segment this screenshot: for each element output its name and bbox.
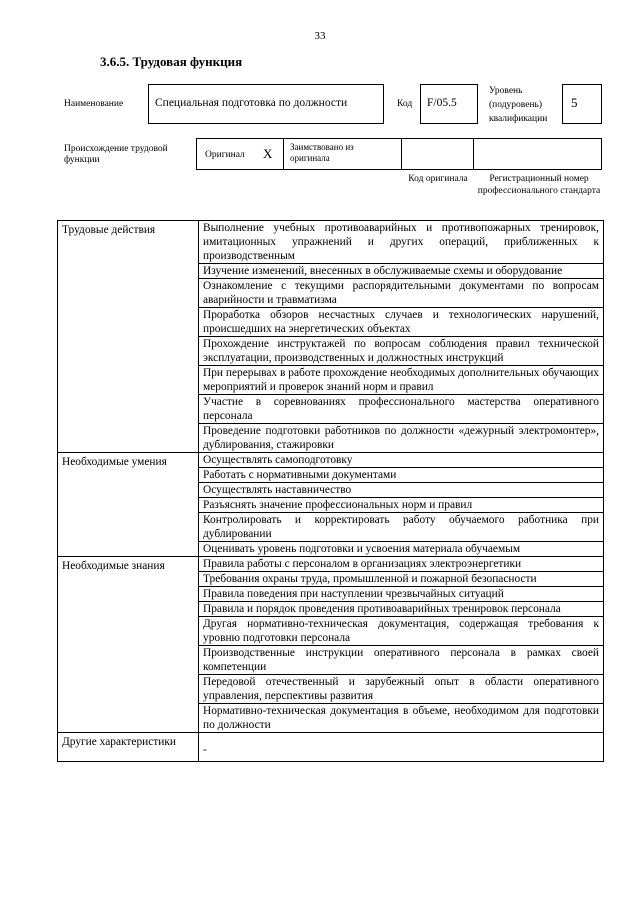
original-box bbox=[196, 138, 284, 170]
list-item: Выполнение учебных противоаварийных и противопожарных тренировок, имитационных упражнений и других операций, приближенных к производственным bbox=[199, 221, 604, 264]
category-cell: Трудовые действия bbox=[58, 221, 199, 453]
name-label: Наименование bbox=[64, 99, 124, 109]
page-number: 33 bbox=[314, 30, 326, 42]
section-title: 3.6.5. Трудовая функция bbox=[100, 54, 243, 69]
list-item: Нормативно-техническая документация в объеме, необходимом для подготовки по должности bbox=[199, 704, 604, 733]
list-item: Работать с нормативными документами bbox=[199, 468, 604, 483]
category-cell: Необходимые умения bbox=[58, 453, 199, 557]
list-item: Участие в соревнованиях профессионального мастерства оперативного персонала bbox=[199, 395, 604, 424]
list-item: Другая нормативно-техническая документация, содержащая требования к уровню подготовки персонала bbox=[199, 617, 604, 646]
list-item: Проведение подготовки работников по должности «дежурный электромонтер», дублирования, стажировки bbox=[199, 424, 604, 453]
list-item: Правила работы с персоналом в организациях электроэнергетики bbox=[199, 557, 604, 572]
list-item: Прохождение инструктажей по вопросам соблюдения правил технической эксплуатации, производственных и должностных инструкций bbox=[199, 337, 604, 366]
list-item: Передовой отечественный и зарубежный опыт в области оперативного управления, перспективы развития bbox=[199, 675, 604, 704]
level-label: Уровень (подуровень) квалификации bbox=[489, 86, 548, 124]
list-item: Изучение изменений, внесенных в обслуживаемые схемы и оборудование bbox=[199, 264, 604, 279]
list-item: Осуществлять самоподготовку bbox=[199, 453, 604, 468]
name-value: Специальная подготовка по должности bbox=[148, 84, 384, 124]
borrowed-box bbox=[283, 138, 402, 170]
original-label: Оригинал bbox=[205, 150, 245, 160]
function-table bbox=[57, 220, 604, 762]
code-label: Код bbox=[397, 99, 413, 109]
list-item: Производственные инструкции оперативного персонала в рамках своей компетенции bbox=[199, 646, 604, 675]
origin-label: Происхождение трудовой функции bbox=[64, 144, 168, 165]
list-item: При перерывах в работе прохождение необходимых дополнительных обучающих мероприятий и проверок знаний норм и правил bbox=[199, 366, 604, 395]
list-item: Требования охраны труда, промышленной и пожарной безопасности bbox=[199, 572, 604, 587]
code-value: F/05.5 bbox=[420, 84, 478, 124]
category-cell: Другие характеристики bbox=[58, 733, 199, 762]
table-row bbox=[58, 557, 604, 572]
category-cell: Необходимые знания bbox=[58, 557, 199, 733]
original-mark: X bbox=[263, 146, 273, 161]
list-item: Правила поведения при наступлении чрезвычайных ситуаций bbox=[199, 587, 604, 602]
original-code-caption: Код оригинала bbox=[408, 174, 468, 184]
list-item: Контролировать и корректировать работу обучаемого работника при дублировании bbox=[199, 513, 604, 542]
borrowed-label: Заимствовано из оригинала bbox=[290, 142, 354, 163]
original-code-box bbox=[401, 138, 474, 170]
list-item: Правила и порядок проведения противоаварийных тренировок персонала bbox=[199, 602, 604, 617]
list-item: Разъяснять значение профессиональных норм и правил bbox=[199, 498, 604, 513]
table-row bbox=[58, 733, 604, 762]
list-item: - bbox=[199, 733, 604, 762]
list-item: Оценивать уровень подготовки и усвоения материала обучаемым bbox=[199, 542, 604, 557]
reg-number-box bbox=[473, 138, 602, 170]
list-item: Осуществлять наставничество bbox=[199, 483, 604, 498]
list-item: Проработка обзоров несчастных случаев и технологических нарушений, происшедших на энергетических объектах bbox=[199, 308, 604, 337]
table-row bbox=[58, 221, 604, 264]
table-row bbox=[58, 453, 604, 468]
list-item: Ознакомление с текущими распорядительными документами по вопросам аварийности и травматизма bbox=[199, 279, 604, 308]
level-value: 5 bbox=[562, 84, 602, 124]
reg-number-caption: Регистрационный номер профессионального стандарта bbox=[477, 174, 601, 196]
